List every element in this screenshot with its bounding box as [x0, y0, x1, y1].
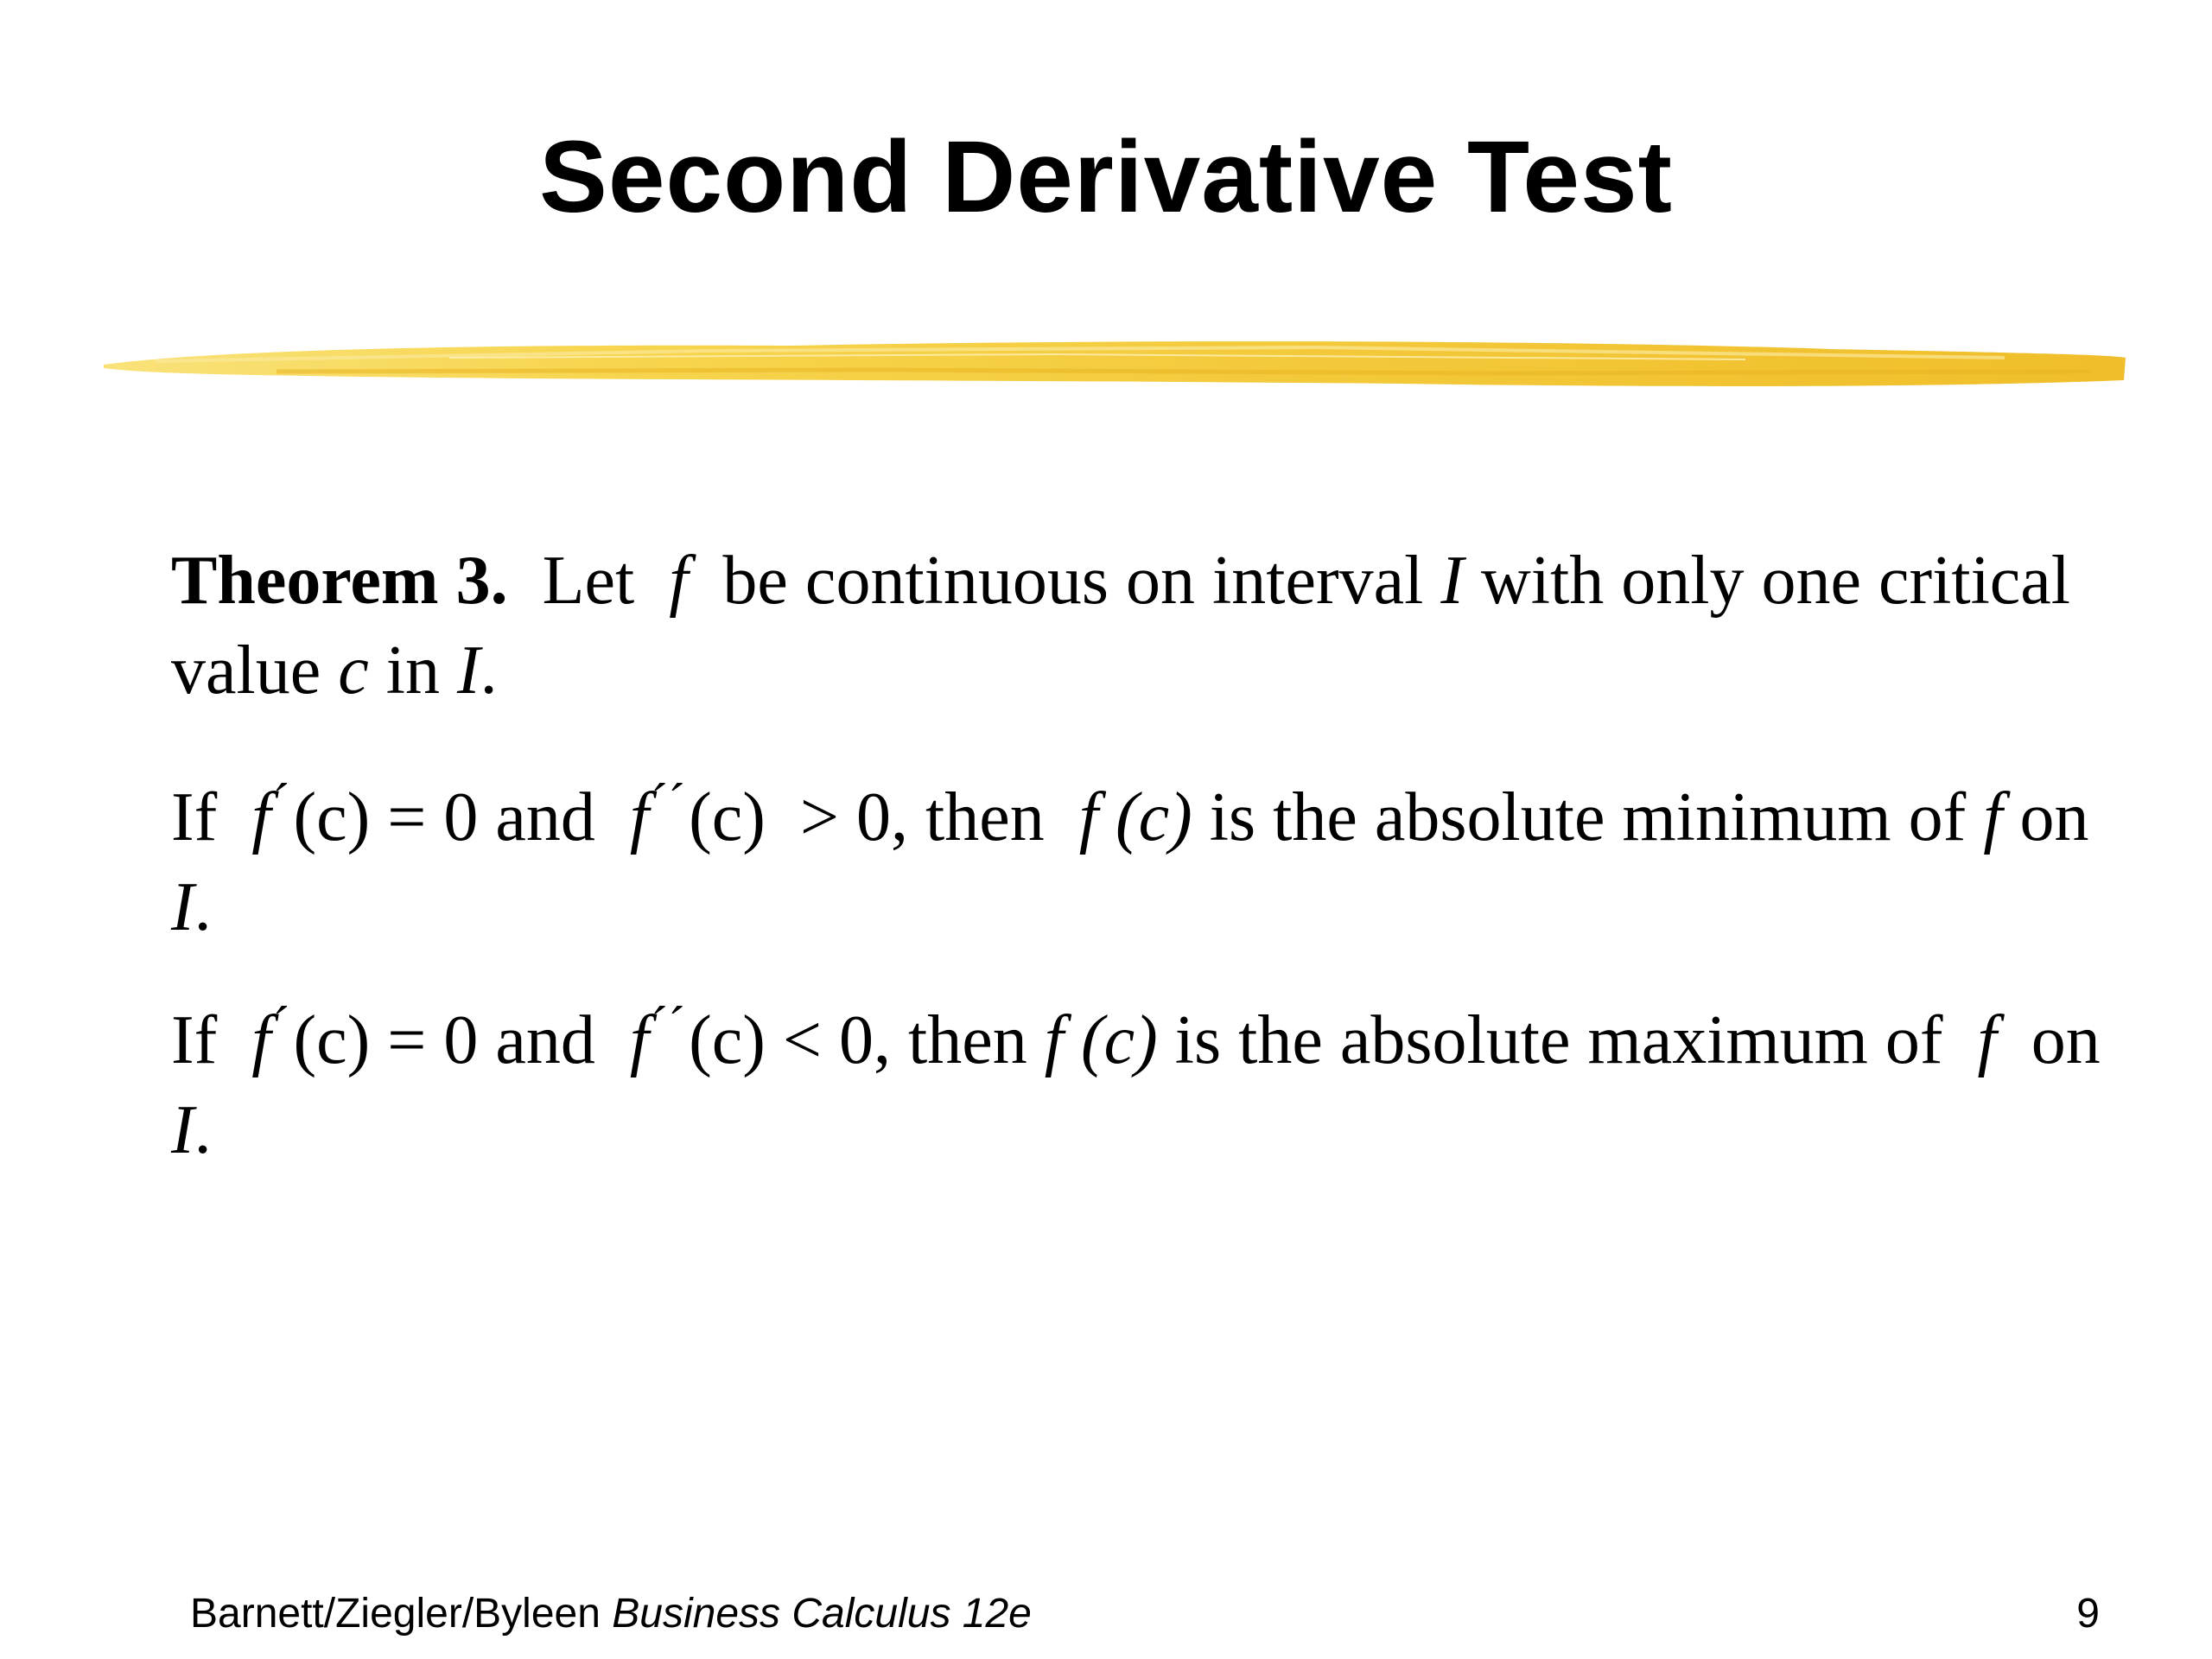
if-text: If	[171, 1002, 218, 1078]
period: .	[480, 632, 498, 709]
period: .	[194, 869, 212, 945]
prime-mark: ´	[272, 773, 290, 830]
on-text: on	[2031, 1002, 2101, 1078]
theorem-text: in	[385, 632, 440, 709]
math-f: f	[629, 779, 650, 855]
theorem-text: Let	[542, 543, 635, 619]
double-prime-mark: ´´	[651, 996, 686, 1053]
condition-text: < 0, then	[782, 1002, 1027, 1078]
math-arg: (c)	[689, 1002, 766, 1078]
slide-title: Second Derivative Test	[539, 120, 1673, 234]
math-f-of-c: f (c)	[1078, 779, 1192, 855]
math-f-of-c: f (c)	[1044, 1002, 1158, 1078]
minimum-case-paragraph	[171, 757, 2124, 952]
if-text: If	[171, 779, 218, 855]
math-arg: (c)	[293, 1002, 371, 1078]
double-prime-mark: ´´	[651, 773, 686, 830]
math-arg: (c)	[293, 779, 371, 855]
math-I: I	[171, 1092, 194, 1168]
theorem-text: with only one critical value	[171, 543, 2071, 709]
theorem-label: Theorem 3.	[171, 543, 508, 619]
prime-mark: ´	[272, 996, 290, 1053]
on-text: on	[2019, 779, 2089, 855]
slide-page-number: 9	[2076, 1591, 2100, 1637]
theorem-paragraph	[171, 536, 2124, 715]
math-f: f	[251, 1002, 271, 1078]
math-I: I	[1440, 543, 1464, 619]
math-arg: (c)	[689, 779, 766, 855]
theorem-text: be continuous on interval	[722, 543, 1424, 619]
math-I: I	[457, 632, 480, 709]
yellow-brush-stroke-divider	[104, 320, 2126, 406]
footer-source	[190, 1588, 1032, 1640]
math-f: f	[1977, 1002, 1997, 1078]
math-f: f	[1983, 779, 2003, 855]
conclusion-text: is the absolute minimum of	[1209, 779, 1967, 855]
math-f: f	[629, 1002, 650, 1078]
conclusion-text: is the absolute maximum of	[1174, 1002, 1943, 1078]
math-I: I	[171, 869, 194, 945]
math-f: f	[251, 779, 271, 855]
condition-text: > 0, then	[799, 779, 1045, 855]
maximum-case-paragraph	[171, 980, 2124, 1175]
math-f: f	[669, 543, 689, 619]
period: .	[194, 1092, 212, 1168]
equation-text: = 0 and	[387, 1002, 595, 1078]
equation-text: = 0 and	[387, 779, 595, 855]
math-c: c	[338, 632, 369, 709]
footer-authors: Barnett/Ziegler/Byleen	[190, 1591, 601, 1637]
footer-book-title: Business Calculus 12e	[612, 1591, 1032, 1637]
